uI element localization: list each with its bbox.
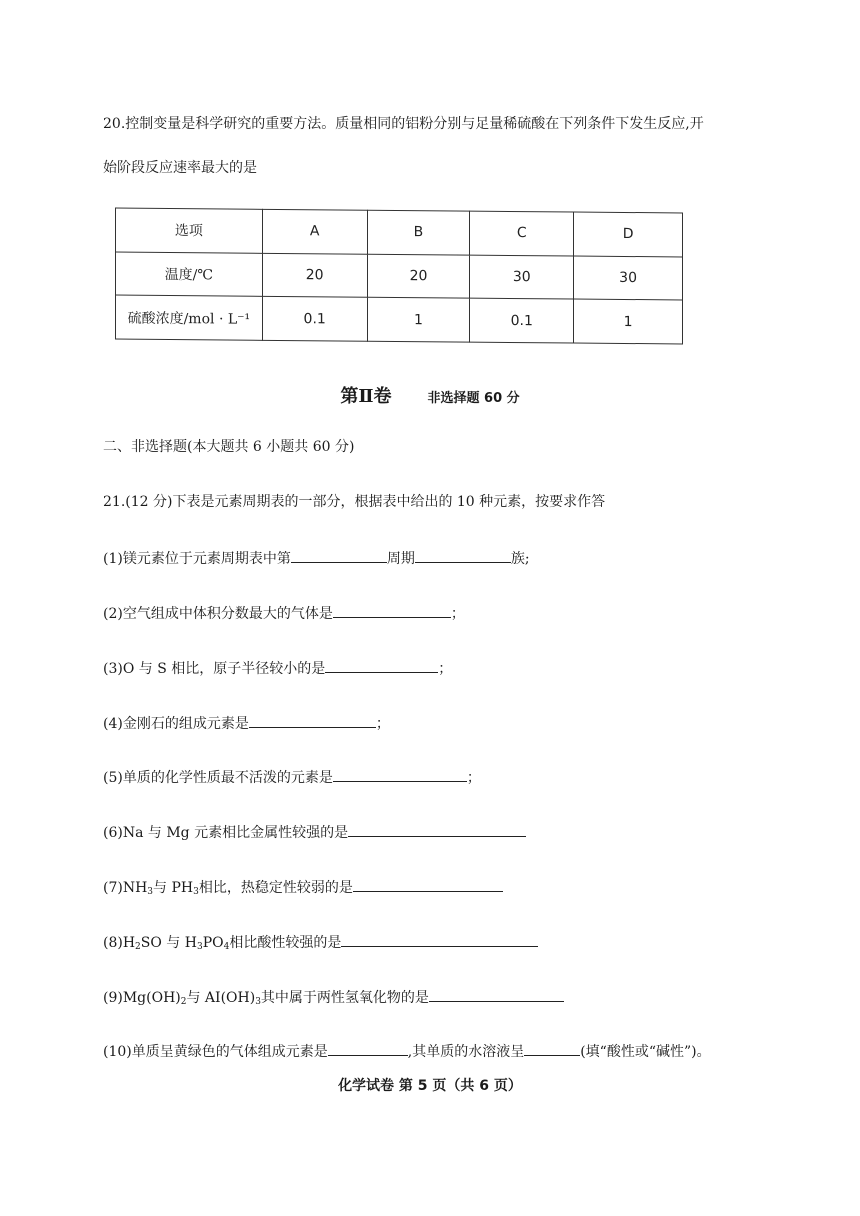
page-footer: 化学试卷 第 5 页（共 6 页）	[338, 1078, 522, 1094]
table-cell: A	[262, 209, 367, 254]
table-row	[116, 295, 683, 344]
subscript: 3	[193, 887, 199, 897]
q20-text-line2: 始阶段反应速率最大的是	[103, 160, 257, 176]
q21-item-1	[103, 548, 530, 568]
item-text: (2)空气组成中体积分数最大的气体是	[103, 606, 333, 622]
table-cell: 1	[574, 299, 683, 344]
answer-blank[interactable]	[353, 877, 503, 892]
table-cell: 0.1	[262, 297, 367, 342]
item-text: ；	[450, 606, 465, 622]
table-cell: 30	[574, 256, 683, 301]
item-text: (8)H	[103, 935, 136, 951]
row-label: 温度/℃	[116, 252, 263, 297]
subscript: 3	[255, 997, 261, 1007]
answer-blank[interactable]	[348, 822, 526, 837]
table-row	[116, 252, 683, 301]
item-text: 周期	[386, 551, 415, 567]
table-row	[116, 208, 683, 257]
answer-blank[interactable]	[328, 1041, 408, 1056]
subscript: 3	[196, 942, 203, 952]
q21-item-2	[103, 603, 465, 623]
table-cell: 20	[262, 253, 367, 298]
table-cell: 0.1	[470, 298, 574, 343]
q21-intro: 21.(12 分)下表是元素周期表的一部分，根据表中给出的 10 种元素，按要求作答	[103, 494, 606, 510]
item-text: (填“酸性或“碱性”)。	[580, 1044, 711, 1060]
subscript: 2	[180, 997, 187, 1007]
table-cell: 30	[470, 255, 574, 300]
item-text: ；	[438, 661, 453, 677]
item-text: (7)NH	[103, 880, 148, 896]
answer-blank[interactable]	[524, 1041, 580, 1056]
section-subtitle: 非选择题 60 分	[427, 391, 520, 406]
item-text: 相比，热稳定性较弱的是	[198, 880, 353, 896]
answer-blank[interactable]	[249, 713, 376, 728]
q21-item-5	[103, 767, 481, 787]
item-text: 相比酸性较强的是	[229, 935, 342, 951]
answer-blank[interactable]	[415, 548, 511, 563]
item-text: (5)单质的化学性质最不活泼的元素是	[103, 770, 333, 786]
table-cell: 20	[367, 254, 470, 299]
item-text: ；	[466, 770, 481, 786]
section-title: 第Ⅱ卷	[340, 386, 392, 407]
row-label: 选项	[116, 208, 263, 253]
table-cell: 1	[367, 298, 470, 343]
answer-blank[interactable]	[341, 932, 538, 947]
item-text: 族;	[510, 551, 530, 567]
item-text: 其中属于两性氢氧化物的是	[260, 990, 429, 1006]
q21-item-4	[103, 713, 390, 733]
item-text: (1)镁元素位于元素周期表中第	[103, 551, 291, 567]
item-text: (10)单质呈黄绿色的气体组成元素是	[103, 1044, 328, 1060]
subscript: 4	[223, 942, 230, 952]
q20-text-line1: 20.控制变量是科学研究的重要方法。质量相同的铝粉分别与足量稀硫酸在下列条件下发生反应,开	[103, 116, 704, 132]
item-text: (6)Na 与 Mg 元素相比金属性较强的是	[103, 825, 349, 841]
item-text: 与 PH	[153, 880, 194, 896]
item-text: (9)Mg(OH)	[103, 990, 181, 1006]
section-heading	[0, 382, 860, 408]
item-text: ；	[375, 716, 390, 732]
q21-item-9	[103, 987, 564, 1011]
item-text: ,其单质的水溶液呈	[407, 1044, 525, 1060]
answer-blank[interactable]	[333, 767, 467, 782]
q21-item-6	[103, 822, 526, 842]
item-text: (3)O 与 S 相比，原子半径较小的是	[103, 661, 326, 677]
table-cell: C	[470, 211, 574, 256]
part2-heading: 二、非选择题(本大题共 6 小题共 60 分)	[103, 439, 355, 455]
answer-blank[interactable]	[325, 658, 438, 673]
answer-blank[interactable]	[333, 603, 451, 618]
answer-blank[interactable]	[429, 987, 564, 1002]
item-text: SO 与 H	[140, 935, 197, 951]
options-table	[115, 210, 683, 342]
table-cell: B	[367, 210, 470, 255]
q21-item-7	[103, 877, 503, 901]
item-text: (4)金刚石的组成元素是	[103, 716, 249, 732]
item-text: 与 AI(OH)	[186, 990, 256, 1006]
q21-item-10	[103, 1041, 711, 1061]
q21-item-8	[103, 932, 538, 956]
row-label: 硫酸浓度/mol · L⁻¹	[116, 295, 263, 340]
q21-item-3	[103, 658, 452, 678]
subscript: 3	[147, 887, 154, 897]
table-cell: D	[574, 212, 683, 257]
subscript: 2	[135, 942, 141, 952]
item-text: PO	[202, 935, 224, 951]
answer-blank[interactable]	[291, 548, 387, 563]
